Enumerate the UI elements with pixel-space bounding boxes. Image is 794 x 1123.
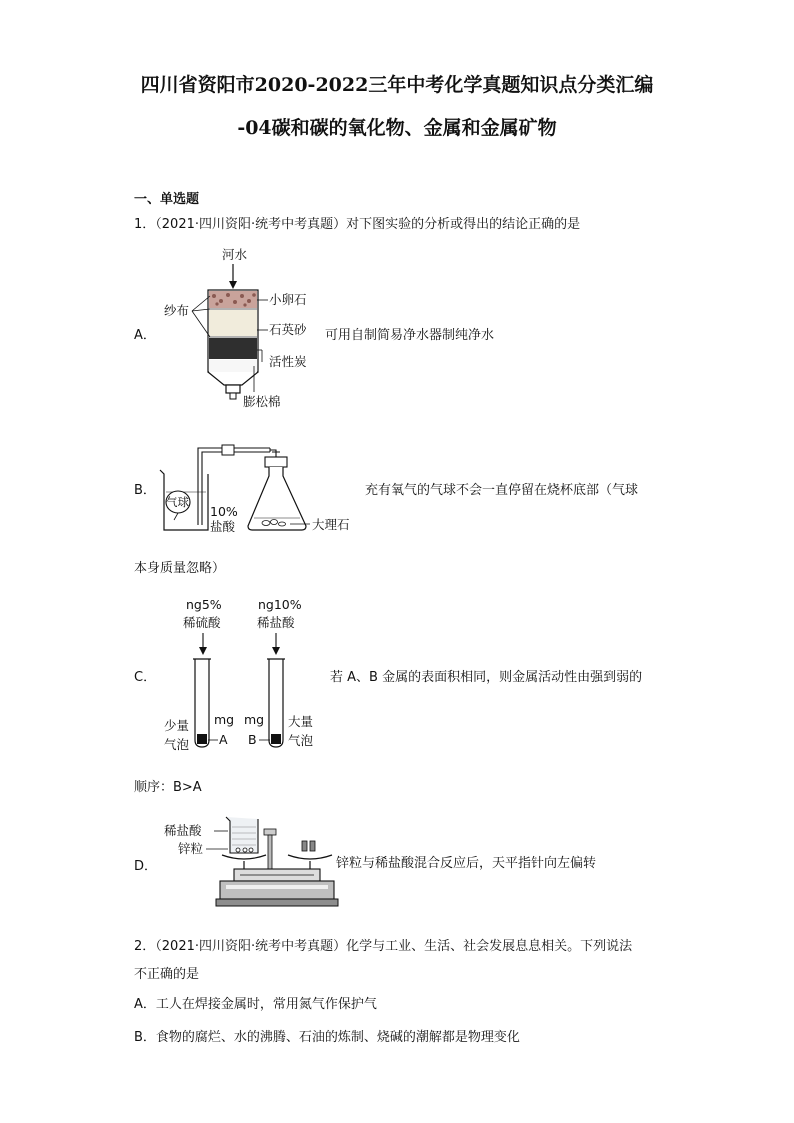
option-c-text-line2: 顺序：B>A xyxy=(134,780,202,795)
page-title-line1: 四川省资阳市2020-2022三年中考化学真题知识点分类汇编 xyxy=(140,74,654,96)
question-2-stem-line1: 2．（2021·四川资阳·统考中考真题）化学与工业、生活、社会发展息息相关。下列说法 xyxy=(134,939,633,954)
label-bubbles-left: 气泡 xyxy=(164,737,190,752)
label-dilute-hydrochloric-acid: 稀盐酸 xyxy=(257,615,295,630)
label-balloon: 气球 xyxy=(166,495,189,509)
label-metal-b: B xyxy=(248,732,257,747)
test-tube-left xyxy=(195,659,209,747)
label-concentration: 10% xyxy=(210,504,238,519)
page-title-line2: -04碳和碳的氧化物、金属和金属矿物 xyxy=(237,117,557,139)
label-pebble: 小卵石 xyxy=(269,292,307,307)
option-a-text: 可用自制简易净水器制纯净水 xyxy=(325,328,495,343)
sand-layer xyxy=(209,310,257,336)
label-zinc: 锌粒 xyxy=(178,841,204,856)
question-2-option-a: A．工人在焊接金属时，常用氮气作保护气 xyxy=(134,997,377,1012)
balloon-co2-figure xyxy=(150,430,370,540)
label-cotton: 膨松棉 xyxy=(243,394,281,409)
option-a-letter: A． xyxy=(134,328,156,343)
option-d-text: 锌粒与稀盐酸混合反应后，天平指针向左偏转 xyxy=(336,856,597,871)
question-2-stem-line2: 不正确的是 xyxy=(134,967,200,982)
label-right-amount: ng10% xyxy=(258,597,302,612)
stopper xyxy=(265,457,287,467)
label-gauze: 纱布 xyxy=(164,303,190,318)
label-few: 少量 xyxy=(164,718,190,733)
label-hydrochloric-acid: 盐酸 xyxy=(210,519,236,534)
label-many: 大量 xyxy=(288,714,314,729)
option-c-letter: C． xyxy=(134,670,157,685)
label-sand: 石英砂 xyxy=(269,322,307,337)
label-bubbles-right: 气泡 xyxy=(288,733,314,748)
question-1-stem: 1．（2021·四川资阳·统考中考真题）对下图实验的分析或得出的结论正确的是 xyxy=(134,217,581,232)
option-b-text-line2: 本身质量忽略） xyxy=(134,561,226,576)
label-marble: 大理石 xyxy=(312,517,350,532)
label-dilute-sulfuric-acid: 稀硫酸 xyxy=(183,615,221,630)
label-mass-right: mg xyxy=(244,712,265,727)
label-mass-left: mg xyxy=(214,712,235,727)
label-metal-a: A xyxy=(219,732,228,747)
balance-pointer xyxy=(268,835,272,869)
balance-figure xyxy=(150,805,340,915)
label-left-amount: ng5% xyxy=(186,597,222,612)
label-dilute-acid-d: 稀盐酸 xyxy=(164,823,202,838)
question-2-option-b: B．食物的腐烂、水的沸腾、石油的炼制、烧碱的潮解都是物理变化 xyxy=(134,1030,520,1045)
water-filter-figure xyxy=(150,240,330,415)
test-tubes-figure xyxy=(150,595,350,760)
balance-base xyxy=(220,881,334,899)
option-b-text-line1: 充有氧气的气球不会一直停留在烧杯底部（气球 xyxy=(365,483,639,498)
option-b-letter: B． xyxy=(134,483,156,498)
carbon-layer xyxy=(209,338,257,359)
label-river-water: 河水 xyxy=(222,247,248,262)
section-heading: 一、单选题 xyxy=(134,192,200,207)
label-carbon: 活性炭 xyxy=(269,354,307,369)
option-d-letter: D． xyxy=(134,859,158,874)
test-tube-right xyxy=(269,659,283,747)
option-c-text-line1: 若 A、B 金属的表面积相同，则金属活动性由强到弱的 xyxy=(330,670,643,685)
